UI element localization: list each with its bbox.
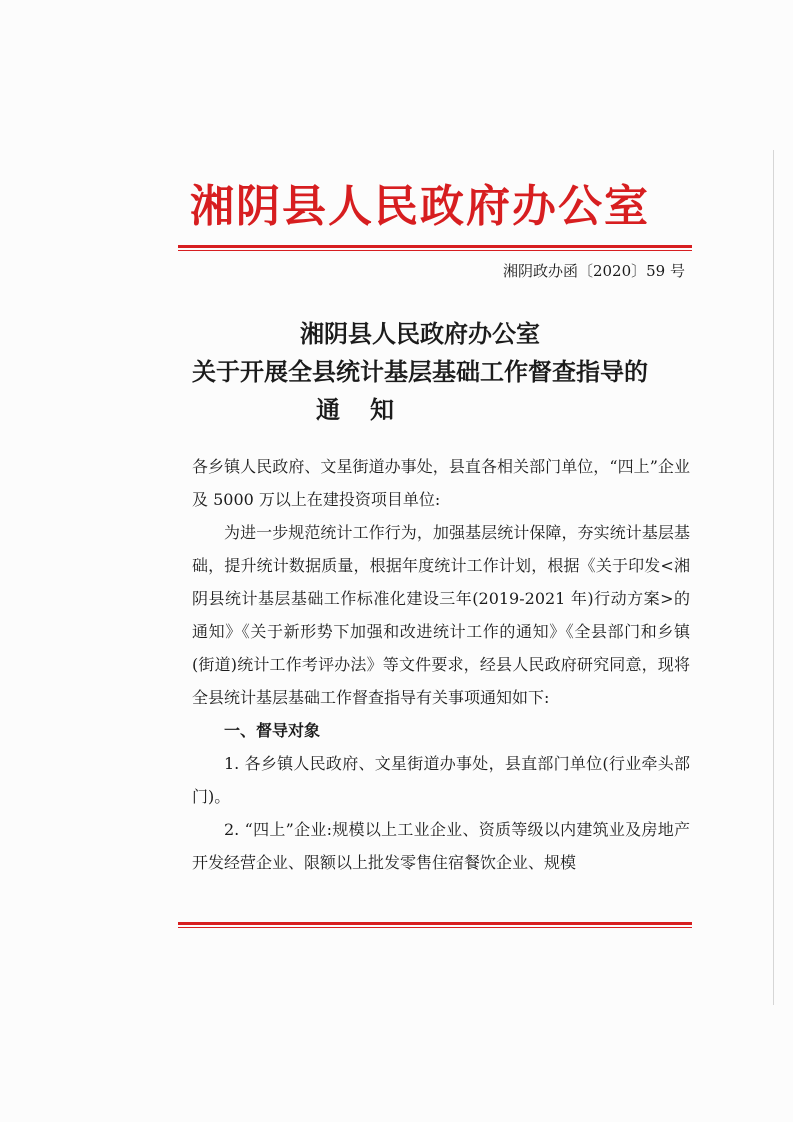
footer-rule-thin [178, 927, 692, 928]
intro-paragraph: 为进一步规范统计工作行为，加强基层统计保障，夯实统计基层基础，提升统计数据质量，根据年度统计工作计划，根据《关于印发<湘阴县统计基层基础工作标准化建设三年(2019-2021 年)行动方案>的通知》《关于新形势下加强和改进统计工作的通知》《全县部门和乡镇(街道)统计工作考评办法》等文件要求，经县人民政府研究同意，现将全县统计基层基础工作督查指导有关事项通知如下: [192, 523, 690, 707]
scan-edge-line [773, 150, 774, 1005]
title-line-3: 通知 [316, 396, 424, 424]
title-line-2: 关于开展全县统计基层基础工作督查指导的 [192, 358, 648, 386]
document-number: 湘阴政办函〔2020〕59 号 [502, 262, 685, 280]
footer-rule-thick [178, 922, 692, 925]
masthead-rule-thin [178, 250, 692, 251]
masthead-rule-thick [178, 245, 692, 248]
list-item-2: 2. “四上”企业:规模以上工业企业、资质等级以内建筑业及房地产开发经营企业、限额以上批发零售住宿餐饮企业、规模 [192, 820, 690, 872]
addressee-paragraph: 各乡镇人民政府、文星街道办事处，县直各相关部门单位，“四上”企业及 5000 万以上在建投资项目单位: [192, 457, 690, 509]
title-line-1: 湘阴县人民政府办公室 [300, 320, 540, 348]
section-heading-1: 一、督导对象 [224, 721, 321, 740]
masthead-title: 湘阴县人民政府办公室 [190, 181, 650, 232]
document-body [192, 450, 690, 879]
document-title [160, 315, 680, 429]
list-item-1: 1. 各乡镇人民政府、文星街道办事处，县直部门单位(行业牵头部门)。 [192, 754, 690, 806]
